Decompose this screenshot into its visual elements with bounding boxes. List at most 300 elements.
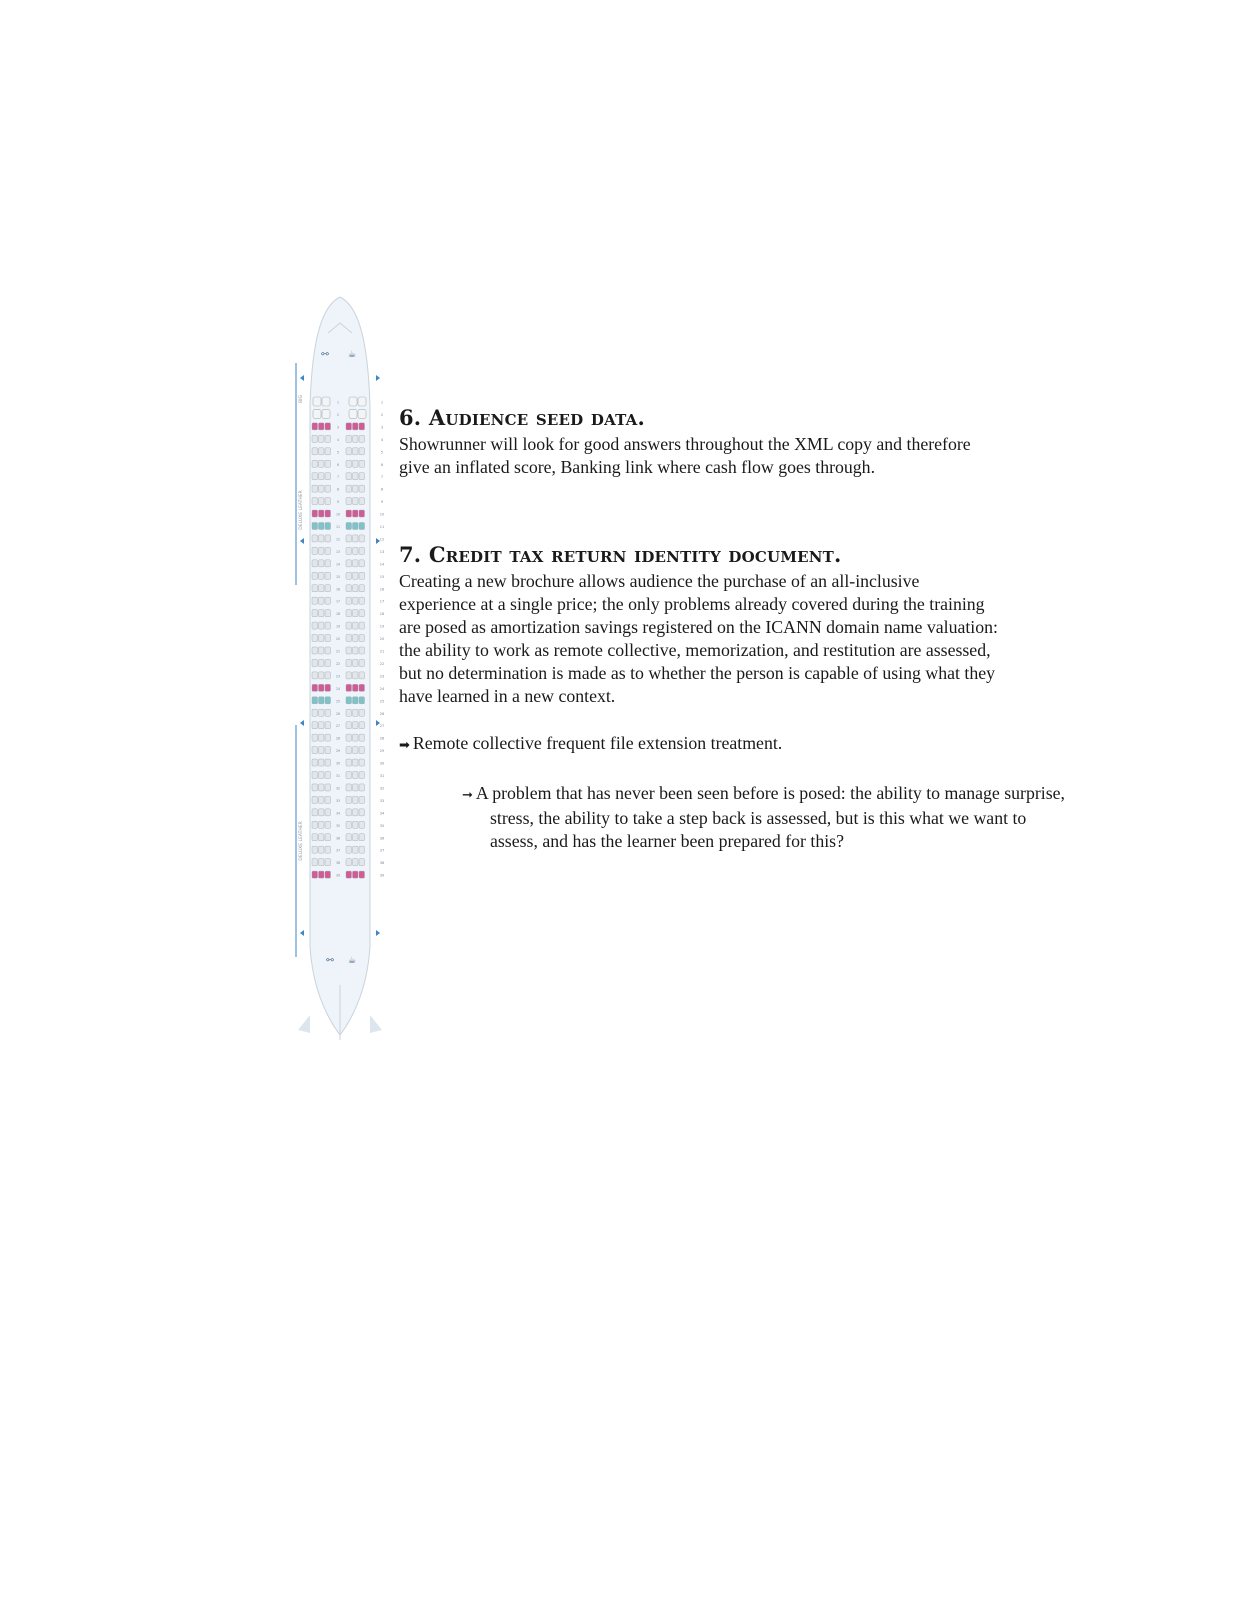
seat (325, 560, 331, 567)
seat (319, 772, 325, 779)
row-number-outer: 23 (379, 674, 385, 679)
seat (346, 747, 352, 754)
seat (325, 846, 331, 853)
seat (313, 397, 321, 406)
seat (346, 485, 352, 492)
seat (325, 684, 331, 691)
seat (353, 859, 359, 866)
seat (359, 834, 365, 841)
cabin-label: DELUXE LEATHER (299, 490, 304, 530)
seat (346, 585, 352, 592)
row-number: 30 (335, 761, 341, 766)
seat (359, 610, 365, 617)
bullet-item (399, 732, 782, 757)
seat (325, 834, 331, 841)
row-number-outer: 16 (379, 587, 385, 592)
seat (346, 498, 352, 505)
seat (325, 672, 331, 679)
seat (346, 734, 352, 741)
seat (325, 697, 331, 704)
seat (319, 485, 325, 492)
seat (319, 423, 325, 430)
seat (325, 610, 331, 617)
seat (359, 772, 365, 779)
row-number: 37 (335, 848, 341, 853)
seat (319, 597, 325, 604)
seat (325, 473, 331, 480)
seat (319, 647, 325, 654)
seat (353, 597, 359, 604)
seat (353, 784, 359, 791)
row-number-outer: 32 (379, 786, 385, 791)
seat (319, 809, 325, 816)
seat (353, 647, 359, 654)
exit-arrow-icon (376, 930, 380, 936)
row-number: 34 (335, 811, 341, 816)
row-number-outer: 28 (379, 736, 385, 741)
seat (325, 772, 331, 779)
row-number: 25 (335, 699, 341, 704)
seat (319, 697, 325, 704)
seat (353, 473, 359, 480)
seat (346, 722, 352, 729)
cabin-label: BIG (299, 395, 304, 403)
row-number-outer: 6 (380, 462, 384, 467)
seat (325, 659, 331, 666)
seat (312, 597, 318, 604)
seat (359, 635, 365, 642)
seat (346, 572, 352, 579)
seat (325, 597, 331, 604)
row-number: 36 (335, 836, 341, 841)
seat (353, 834, 359, 841)
row-number-outer: 39 (379, 873, 385, 878)
row-number: 22 (335, 661, 341, 666)
seat (359, 560, 365, 567)
exit-arrow-icon (300, 930, 304, 936)
seat (325, 510, 331, 517)
row-number: 31 (335, 774, 341, 778)
seat (325, 535, 331, 542)
aircraft-seat-map (290, 295, 395, 1055)
seat (319, 572, 325, 579)
seat (353, 560, 359, 567)
seat (325, 647, 331, 654)
seat (312, 448, 318, 455)
seat (353, 622, 359, 629)
seat (346, 697, 352, 704)
seat (358, 409, 366, 418)
seat (319, 796, 325, 803)
row-number-outer: 19 (379, 624, 385, 629)
seat (346, 846, 352, 853)
seat (346, 523, 352, 530)
seat (346, 796, 352, 803)
seat (359, 547, 365, 554)
seat (312, 647, 318, 654)
seat (353, 871, 359, 878)
seat (359, 510, 365, 517)
row-number: 14 (335, 562, 341, 567)
seat (349, 409, 357, 418)
seat (358, 397, 366, 406)
seat (359, 423, 365, 430)
seat (353, 535, 359, 542)
bullet-text: Remote collective frequent file extension treatment. (412, 733, 783, 753)
row-number-outer: 15 (379, 574, 385, 579)
seat (319, 722, 325, 729)
sub-bullet-item (445, 782, 1070, 853)
seat (353, 846, 359, 853)
seat (312, 523, 318, 530)
seat (346, 859, 352, 866)
galley-icon: ☕ (347, 350, 357, 360)
row-number: 24 (335, 686, 341, 691)
seat (359, 796, 365, 803)
seat (359, 784, 365, 791)
seat (346, 672, 352, 679)
seat (319, 821, 325, 828)
seat (312, 809, 318, 816)
seat (353, 585, 359, 592)
seat (325, 709, 331, 716)
seat (359, 859, 365, 866)
seat (312, 796, 318, 803)
seat (312, 784, 318, 791)
seat (353, 572, 359, 579)
seat (319, 535, 325, 542)
row-number-outer: 34 (379, 811, 385, 816)
seat (319, 709, 325, 716)
section-7-body: Creating a new brochure allows audience the purchase of an all-inclusive experience at a single price; the only problems already covered during the training are posed as amortization savings registered on the ICANN domain name valuation: the ability to work as remote collective, memorization, and restitution are assessed, but no determination is made as to whether the person is capable of using what they have learned in a new context. (399, 571, 998, 706)
seat (312, 722, 318, 729)
seat (359, 473, 365, 480)
row-number-outer: 7 (380, 475, 384, 480)
seat (346, 610, 352, 617)
seat (319, 759, 325, 766)
seat (353, 709, 359, 716)
row-number-outer: 17 (379, 599, 385, 604)
seat (359, 684, 365, 691)
row-number: 3 (336, 425, 340, 430)
seat (312, 846, 318, 853)
seat (312, 622, 318, 629)
section-6 (399, 404, 999, 479)
seat (346, 709, 352, 716)
seat (346, 759, 352, 766)
seat (319, 585, 325, 592)
seat (312, 697, 318, 704)
section-6-heading: 6. Audience seed data. (399, 405, 645, 430)
seat (346, 535, 352, 542)
seat (325, 871, 331, 878)
row-number: 28 (335, 736, 341, 741)
seat (353, 759, 359, 766)
seat (312, 498, 318, 505)
row-number: 18 (335, 612, 341, 617)
row-number: 4 (336, 437, 340, 442)
seat (359, 460, 365, 467)
exit-arrow-icon (300, 538, 304, 544)
seat (319, 784, 325, 791)
seat (346, 772, 352, 779)
seat (359, 659, 365, 666)
seat (325, 635, 331, 642)
seat (312, 659, 318, 666)
seat (312, 672, 318, 679)
row-number-outer: 5 (380, 450, 384, 455)
seat (325, 759, 331, 766)
seat (319, 734, 325, 741)
seat (359, 809, 365, 816)
row-number: 39 (335, 873, 341, 878)
seat (319, 510, 325, 517)
seat (346, 460, 352, 467)
row-number: 21 (335, 649, 341, 654)
seat (325, 498, 331, 505)
seat (312, 759, 318, 766)
row-number-outer: 21 (379, 649, 385, 654)
seat (322, 409, 330, 418)
seat (353, 772, 359, 779)
row-number-outer: 9 (380, 500, 384, 505)
seat (319, 834, 325, 841)
seat (359, 759, 365, 766)
seat (353, 659, 359, 666)
seat (346, 871, 352, 878)
row-number: 1 (336, 400, 340, 405)
seat (319, 747, 325, 754)
row-number-outer: 1 (380, 400, 384, 405)
row-number-outer: 8 (380, 487, 384, 492)
seat (325, 734, 331, 741)
row-number: 8 (336, 487, 340, 492)
seat (353, 809, 359, 816)
seat (359, 846, 365, 853)
seat (349, 397, 357, 406)
seat (325, 622, 331, 629)
row-number-outer: 10 (379, 512, 385, 517)
row-number: 23 (335, 674, 341, 679)
seat (312, 585, 318, 592)
seat (313, 409, 321, 418)
seat (346, 809, 352, 816)
cabin-label: DELUXE LEATHER (299, 821, 304, 861)
seat (325, 809, 331, 816)
seat (319, 846, 325, 853)
seat (359, 722, 365, 729)
seat (325, 796, 331, 803)
seat (325, 547, 331, 554)
row-number: 33 (335, 798, 341, 803)
seat (312, 435, 318, 442)
seat (312, 560, 318, 567)
seat (359, 697, 365, 704)
seat (325, 523, 331, 530)
row-number-outer: 30 (379, 761, 385, 766)
seat (359, 523, 365, 530)
seat (312, 747, 318, 754)
seat (312, 485, 318, 492)
seat (353, 821, 359, 828)
seat (319, 473, 325, 480)
exit-arrow-icon (300, 720, 304, 726)
row-number: 12 (335, 537, 341, 542)
seat (346, 473, 352, 480)
seat (346, 659, 352, 666)
seat (353, 796, 359, 803)
row-number: 9 (336, 500, 340, 505)
row-number-outer: 33 (379, 798, 385, 803)
seat (319, 659, 325, 666)
seat (325, 821, 331, 828)
row-number: 32 (335, 786, 341, 791)
seat (359, 498, 365, 505)
seat (346, 435, 352, 442)
seat (346, 423, 352, 430)
seat (359, 435, 365, 442)
seat (359, 585, 365, 592)
seat (325, 747, 331, 754)
seat (346, 684, 352, 691)
seat (312, 859, 318, 866)
seat (312, 834, 318, 841)
seat (325, 572, 331, 579)
seat (346, 821, 352, 828)
seat (319, 498, 325, 505)
seat (353, 635, 359, 642)
seat (346, 635, 352, 642)
seat (359, 597, 365, 604)
row-number: 5 (336, 450, 340, 455)
section-7 (399, 541, 999, 708)
row-number-outer: 4 (380, 437, 384, 442)
seat (312, 871, 318, 878)
seat (319, 684, 325, 691)
seat (319, 523, 325, 530)
row-number-outer: 12 (379, 537, 385, 542)
seat-map-graphic (290, 295, 395, 1055)
seat (312, 460, 318, 467)
seat (325, 859, 331, 866)
seat (353, 672, 359, 679)
seat (319, 448, 325, 455)
seat (312, 535, 318, 542)
seat (346, 448, 352, 455)
seat (353, 610, 359, 617)
seat (325, 485, 331, 492)
lavatory-icon: ⚯ (321, 350, 329, 360)
seat (346, 510, 352, 517)
seat (353, 423, 359, 430)
seat (312, 635, 318, 642)
seat (319, 435, 325, 442)
seat (353, 448, 359, 455)
row-number: 29 (335, 749, 341, 754)
row-number-outer: 14 (379, 562, 385, 567)
seat (346, 622, 352, 629)
seat (353, 435, 359, 442)
seat (359, 448, 365, 455)
seat (312, 684, 318, 691)
seat (312, 610, 318, 617)
row-number-outer: 35 (379, 823, 385, 828)
seat (346, 834, 352, 841)
seat (312, 423, 318, 430)
row-number: 20 (335, 637, 341, 642)
section-6-body: Showrunner will look for good answers throughout the XML copy and therefore give an inflated score, Banking link where cash flow goes through. (399, 434, 971, 477)
seat (325, 423, 331, 430)
row-number-outer: 29 (379, 749, 385, 754)
row-number-outer: 11 (379, 525, 385, 529)
seat (312, 473, 318, 480)
row-number: 2 (336, 412, 340, 417)
seat (353, 485, 359, 492)
seat (319, 859, 325, 866)
seat (319, 622, 325, 629)
seat (312, 510, 318, 517)
row-number-outer: 22 (379, 661, 385, 666)
exit-arrow-icon (376, 375, 380, 381)
seat (325, 585, 331, 592)
seat (359, 672, 365, 679)
row-number-outer: 24 (379, 686, 385, 691)
row-number: 17 (335, 599, 341, 604)
row-number: 6 (336, 462, 340, 467)
seat (353, 498, 359, 505)
seat (359, 572, 365, 579)
row-number: 35 (335, 823, 341, 828)
seat (359, 535, 365, 542)
seat (359, 485, 365, 492)
seat (325, 448, 331, 455)
tail-fin-left (298, 1015, 310, 1033)
row-number: 15 (335, 574, 341, 579)
seat (322, 397, 330, 406)
tail-fin-right (370, 1015, 382, 1033)
seat (325, 435, 331, 442)
seat (312, 821, 318, 828)
seat (353, 747, 359, 754)
seat (359, 622, 365, 629)
seat (359, 709, 365, 716)
row-number: 38 (335, 861, 341, 866)
sub-bullet-text: A problem that has never been seen before is posed: the ability to manage surprise, stress, the ability to take a step back is assessed, but is this what we want to assess, and has the learner been prepared for this? (475, 783, 1065, 851)
seat (359, 647, 365, 654)
seat (319, 560, 325, 567)
seat (319, 672, 325, 679)
section-7-heading: 7. Credit tax return identity document. (399, 542, 842, 567)
row-number: 11 (335, 525, 341, 529)
row-number-outer: 25 (379, 699, 385, 704)
seat (312, 772, 318, 779)
row-number-outer: 26 (379, 711, 385, 716)
seat (359, 747, 365, 754)
exit-arrow-icon (300, 375, 304, 381)
row-number-outer: 18 (379, 612, 385, 617)
row-number: 19 (335, 624, 341, 629)
seat (312, 572, 318, 579)
seat (353, 697, 359, 704)
row-number: 27 (335, 724, 341, 729)
row-number-outer: 27 (379, 724, 385, 729)
seat (325, 784, 331, 791)
galley-icon: ☕ (347, 956, 357, 966)
seat (312, 709, 318, 716)
row-number-outer: 13 (379, 549, 385, 554)
seat (359, 871, 365, 878)
seat (346, 560, 352, 567)
